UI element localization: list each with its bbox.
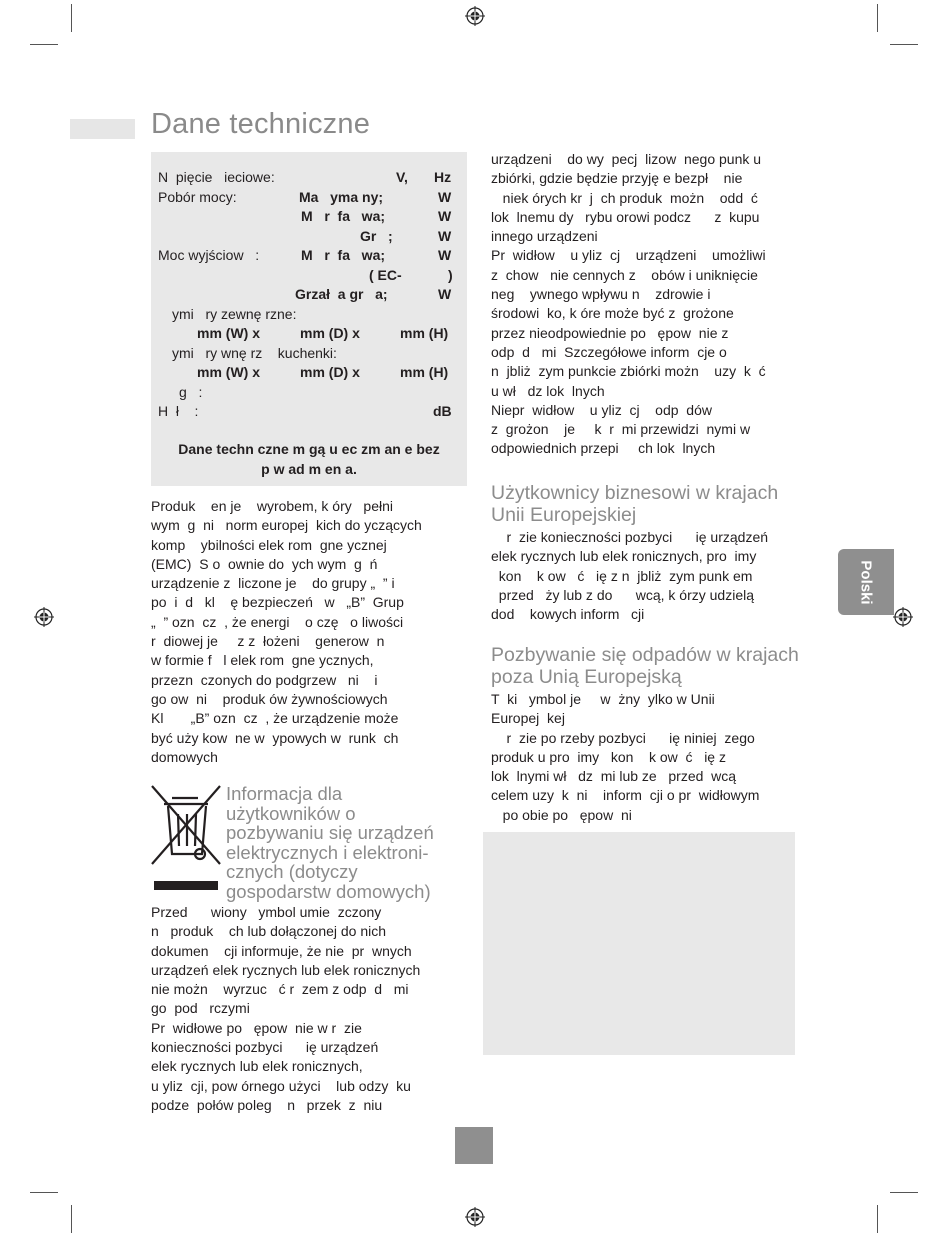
spec-row	[151, 344, 467, 363]
language-tab-label: Polski	[857, 559, 875, 605]
spec-row	[151, 266, 467, 285]
text-line: go ow ni produk ów żywnościowych	[151, 690, 388, 707]
spec-row	[151, 207, 467, 226]
page-title: Dane techniczne	[151, 108, 371, 140]
spec-row	[151, 246, 467, 265]
spec-value: M r fa wa;	[301, 208, 386, 224]
heading-line: poza Unią Europejską	[491, 666, 682, 688]
spec-note	[151, 439, 467, 479]
text-line: dod kowych inform cji	[491, 606, 645, 623]
spec-row	[151, 324, 467, 343]
text-line: kon k ow ć ię z n jbliż zym punk em	[491, 567, 753, 584]
text-line: nie możn wyrzuc ć r zem z odp d mi	[151, 981, 409, 998]
spec-value: Grzał a gr a;	[295, 286, 388, 302]
spec-unit: Hz	[434, 169, 452, 185]
text-line: dokumen cji informuje, że nie pr wnych	[151, 942, 412, 959]
spec-label: Moc wyjściow :	[158, 247, 260, 263]
heading-line: Informacja dla	[226, 783, 343, 804]
spec-note-line: p w ad m en a.	[261, 461, 357, 477]
text-line: przezn czonych do podgrzew ni i	[151, 671, 378, 688]
text-line: z grożon je k r mi przewidzi nymi w	[491, 421, 751, 438]
text-line: elek rycznych lub elek ronicznych, pro imy	[491, 548, 757, 565]
heading-line: Pozbywanie się odpadów w krajach	[491, 644, 799, 666]
spec-value: M r fa wa;	[301, 247, 386, 263]
crop-mark	[877, 4, 878, 32]
registration-mark-icon	[34, 607, 54, 627]
disposal-paragraph	[491, 150, 766, 459]
spec-row	[151, 383, 467, 402]
text-line: n jbliż zym punkcie zbiórki możn uzy k ć	[491, 363, 766, 380]
spec-unit: W	[438, 188, 452, 205]
outside-eu-heading	[491, 644, 799, 688]
spec-unit: W	[438, 286, 452, 302]
spec-value: mm (H)	[400, 364, 449, 380]
page-number-box	[455, 1127, 493, 1164]
spec-row	[151, 305, 467, 324]
spec-note-line: Dane techn czne m gą u ec zm an e bez	[178, 441, 440, 457]
text-line: n produk ch lub dołączonej do nich	[151, 923, 387, 940]
text-line: odpowiednich przepi ch lok lnych	[491, 440, 716, 457]
spec-row	[151, 402, 467, 421]
text-line: środowi ko, k óre może być z grożone	[491, 305, 734, 322]
spec-label: g :	[179, 383, 203, 400]
spec-unit: )	[448, 266, 453, 283]
text-line: przed ży lub z do wcą, k órzy udzielą	[491, 586, 754, 603]
heading-line: elektrycznych i elektroni-	[226, 841, 429, 863]
emc-paragraph	[151, 497, 422, 767]
spec-row	[151, 285, 467, 304]
text-line: u wł dz lok lnych	[491, 382, 605, 399]
spec-label: ymi ry wnę rz kuchenki:	[172, 344, 337, 361]
crop-mark	[71, 4, 72, 32]
text-line: być uży kow ne w ypowych w runk ch	[151, 729, 399, 746]
text-line: r diowej je z z łożeni generow n	[151, 633, 385, 650]
heading-line: użytkowników o	[226, 802, 356, 824]
weee-heading	[226, 784, 434, 901]
registration-mark-icon	[893, 607, 913, 627]
heading-line: Użytkownicy biznesowi w krajach	[491, 482, 779, 504]
spec-row	[151, 168, 467, 187]
registration-mark-icon	[465, 6, 485, 26]
text-line: Produk en je wyrobem, k óry pełni	[151, 498, 393, 514]
text-line: „ ” ozn cz , że energi o czę o liwości	[151, 613, 404, 630]
spec-unit: W	[438, 247, 452, 263]
text-line: celem uzy k ni inform cji o pr widłowym	[491, 787, 760, 804]
text-line: go pod rczymi	[151, 1000, 250, 1017]
text-line: konieczności pozbyci ię urządzeń	[151, 1039, 379, 1056]
text-line: Pr widłowe po ępow nie w r zie	[151, 1019, 362, 1036]
crop-mark	[30, 44, 58, 45]
business-users-paragraph	[491, 528, 768, 624]
text-line: po i d kl ę bezpieczeń w „B” Grup	[151, 594, 404, 611]
spec-value: mm (D) x	[300, 325, 360, 341]
spec-label: ymi ry zewnę rzne:	[172, 305, 297, 322]
crop-mark	[71, 1205, 72, 1233]
text-line: lok lnymi wł dz mi lub ze przed wcą	[491, 768, 737, 785]
blank-gray-panel	[483, 832, 795, 1055]
registration-mark-icon	[465, 1207, 485, 1227]
text-line: produk u pro imy kon k ow ć ię z	[491, 748, 726, 765]
heading-line: pozbywaniu się urządzeń	[226, 822, 434, 843]
text-line: urządzeni do wy pecj lizow nego punk u	[491, 151, 762, 167]
spec-value: Gr ;	[360, 227, 393, 244]
spec-value: ( EC-	[369, 266, 402, 283]
spec-value: V,	[396, 169, 408, 185]
text-line: Europej kej	[491, 710, 565, 727]
text-line: u yliz cji, pow órnego użyci lub odzy ku	[151, 1077, 411, 1094]
text-line: po obie po ępow ni	[491, 806, 632, 823]
outside-eu-paragraph	[491, 690, 759, 825]
spec-label: Pobór mocy:	[158, 188, 237, 205]
text-line: komp ybilności elek rom gne ycznej	[151, 536, 387, 553]
spec-value: mm (H)	[400, 325, 449, 341]
spec-value: mm (D) x	[300, 364, 360, 380]
spec-label: H ł :	[158, 403, 199, 419]
crop-mark	[30, 1192, 58, 1193]
text-line: podze połów poleg n przek z niu	[151, 1096, 383, 1113]
business-users-heading	[491, 482, 778, 526]
text-line: Pr widłow u yliz cj urządzeni umożliwi	[491, 247, 766, 264]
spec-value: Ma yma ny;	[299, 188, 384, 205]
weee-paragraph	[151, 903, 420, 1115]
text-line: przez nieodpowiednie po ępow nie z	[491, 324, 729, 341]
spec-unit: W	[438, 227, 452, 244]
language-tab	[838, 549, 894, 615]
crossed-out-wheelie-bin-icon	[150, 784, 222, 894]
text-line: urządzeń elek rycznych lub elek ronicznych	[151, 961, 421, 978]
crop-mark	[890, 44, 918, 45]
text-line: z chow nie cennych z obów i uniknięcie	[491, 266, 758, 283]
crop-mark	[877, 1205, 878, 1233]
spec-row	[151, 227, 467, 246]
text-line: odp d mi Szczegółowe inform cje o	[491, 343, 727, 360]
text-line: neg ywnego wpływu n zdrowie i	[491, 286, 711, 303]
text-line: urządzenie z liczone je do grupy „ ” i	[151, 575, 395, 592]
text-line: zbiórki, gdzie będzie przyję e bezpł nie	[491, 170, 743, 187]
text-line: Przed wiony ymbol umie zczony	[151, 904, 382, 920]
text-line: lok lnemu dy rybu orowi podcz z kupu	[491, 208, 760, 225]
text-line: r zie po rzeby pozbyci ię niniej zego	[491, 729, 755, 746]
text-line: elek rycznych lub elek ronicznych,	[151, 1058, 363, 1075]
text-line: niek órych kr j ch produk możn odd ć	[491, 189, 758, 206]
text-line: w formie f l elek rom gne ycznych,	[151, 652, 374, 669]
text-line: innego urządzeni	[491, 228, 598, 245]
text-line: domowych	[151, 748, 218, 765]
spec-unit: dB	[433, 403, 452, 419]
spec-unit: W	[438, 208, 452, 224]
header-accent-bar	[70, 119, 135, 139]
text-line: Kl „B” ozn cz , że urządzenie może	[151, 710, 399, 727]
heading-line: cznych (dotyczy	[226, 861, 358, 882]
heading-line: gospodarstw domowych)	[226, 880, 431, 902]
spec-label: N pięcie ieciowe:	[158, 169, 275, 185]
text-line: (EMC) S o ownie do ych wym g ń	[151, 555, 378, 572]
spec-value: mm (W) x	[197, 325, 260, 341]
text-line: r zie konieczności pozbyci ię urządzeń	[491, 529, 769, 545]
spec-row	[151, 363, 467, 382]
crop-mark	[890, 1192, 918, 1193]
heading-line: Unii Europejskiej	[491, 504, 637, 526]
spec-value: mm (W) x	[197, 364, 260, 380]
spec-row	[151, 188, 467, 207]
text-line: T ki ymbol je w żny ylko w Unii	[491, 691, 715, 707]
text-line: wym g ni norm europej kich do yczących	[151, 517, 422, 534]
spec-table	[151, 152, 467, 486]
text-line: Niepr widłow u yliz cj odp dów	[491, 401, 712, 418]
